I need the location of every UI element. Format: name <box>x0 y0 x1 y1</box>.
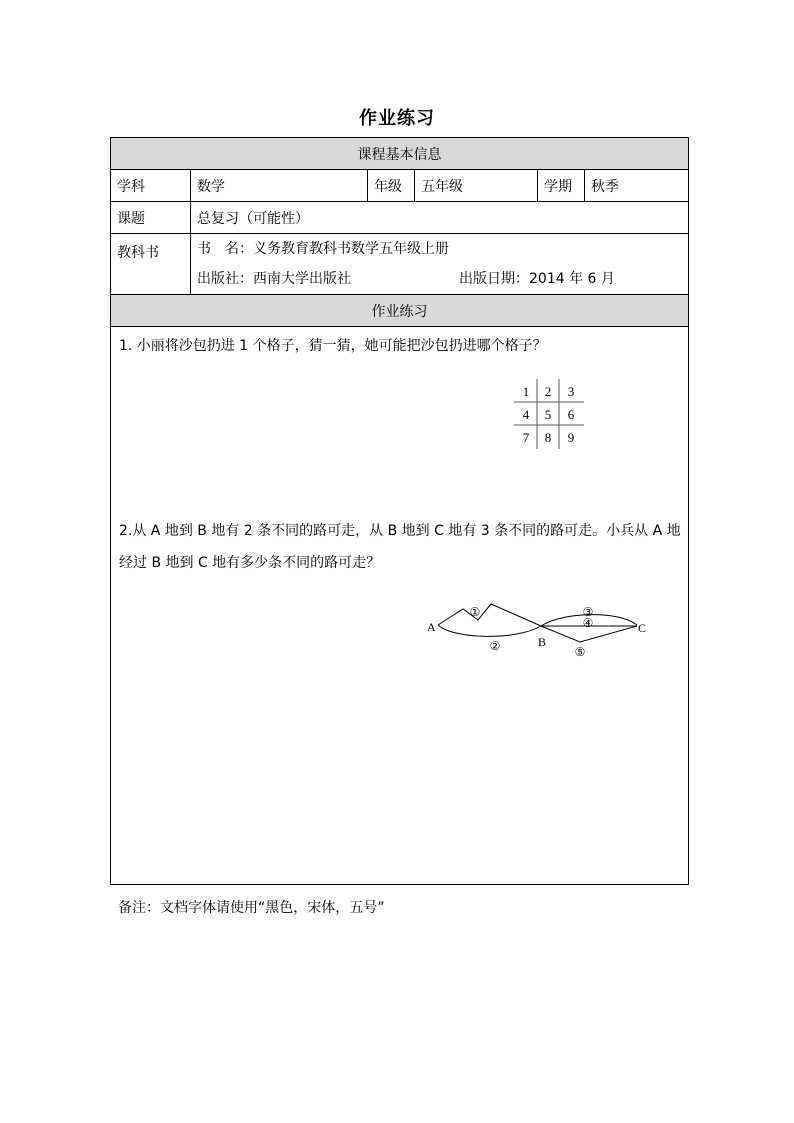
homework-table <box>110 137 689 885</box>
publication-date: 出版日期：2014 年 6 月 <box>459 271 615 287</box>
point-c-label: C <box>638 621 647 635</box>
grade-value: 五年级 <box>415 170 538 202</box>
subject-value: 数学 <box>191 170 368 202</box>
book-name: 书 名：义务教育教科书数学五年级上册 <box>197 241 449 257</box>
route-label-1: ① <box>469 605 481 619</box>
grid-number: 1 <box>522 384 530 399</box>
exercise-content <box>111 327 689 885</box>
publisher: 出版社：西南大学出版社 <box>197 271 351 287</box>
point-b-label: B <box>538 635 547 649</box>
semester-label: 学期 <box>538 170 585 202</box>
grid-number: 5 <box>544 407 552 422</box>
grid-number: 6 <box>567 407 575 422</box>
subject-label: 学科 <box>111 170 191 202</box>
document-title: 作业练习 <box>359 108 435 129</box>
grid-number: 3 <box>567 384 575 399</box>
question-2: 2.从 A 地到 B 地有 2 条不同的路可走，从 B 地到 C 地有 3 条不同的路可走。小兵从 A 地经过 B 地到 C 地有多少条不同的路可走？ <box>119 523 681 571</box>
exercise-header: 作业练习 <box>111 295 689 327</box>
grid-number: 4 <box>522 407 530 422</box>
grade-label: 年级 <box>368 170 415 202</box>
route-label-4: ④ <box>582 616 594 630</box>
route-diagram <box>425 599 655 661</box>
grid-number: 8 <box>544 430 552 445</box>
route-label-5: ⑤ <box>574 645 586 659</box>
textbook-label: 教科书 <box>111 234 191 295</box>
remark-note: 备注：文档字体请使用“黑色，宋体，五号” <box>118 900 385 916</box>
point-a-label: A <box>427 620 436 634</box>
textbook-info <box>191 234 689 295</box>
route-path-1 <box>438 604 541 626</box>
semester-value: 秋季 <box>585 170 689 202</box>
topic-value: 总复习（可能性） <box>191 202 689 234</box>
route-label-3: ③ <box>582 605 594 619</box>
grid-number: 9 <box>567 430 575 445</box>
topic-label: 课题 <box>111 202 191 234</box>
course-info-header: 课程基本信息 <box>111 138 689 170</box>
route-label-2: ② <box>489 639 501 653</box>
grid-number: 7 <box>522 430 530 445</box>
question-1: 1. 小丽将沙包扔进 1 个格子，猜一猜，她可能把沙包扔进哪个格子？ <box>119 338 547 354</box>
number-grid-figure <box>514 379 584 449</box>
route-path-2 <box>438 625 541 636</box>
grid-number: 2 <box>544 384 552 399</box>
